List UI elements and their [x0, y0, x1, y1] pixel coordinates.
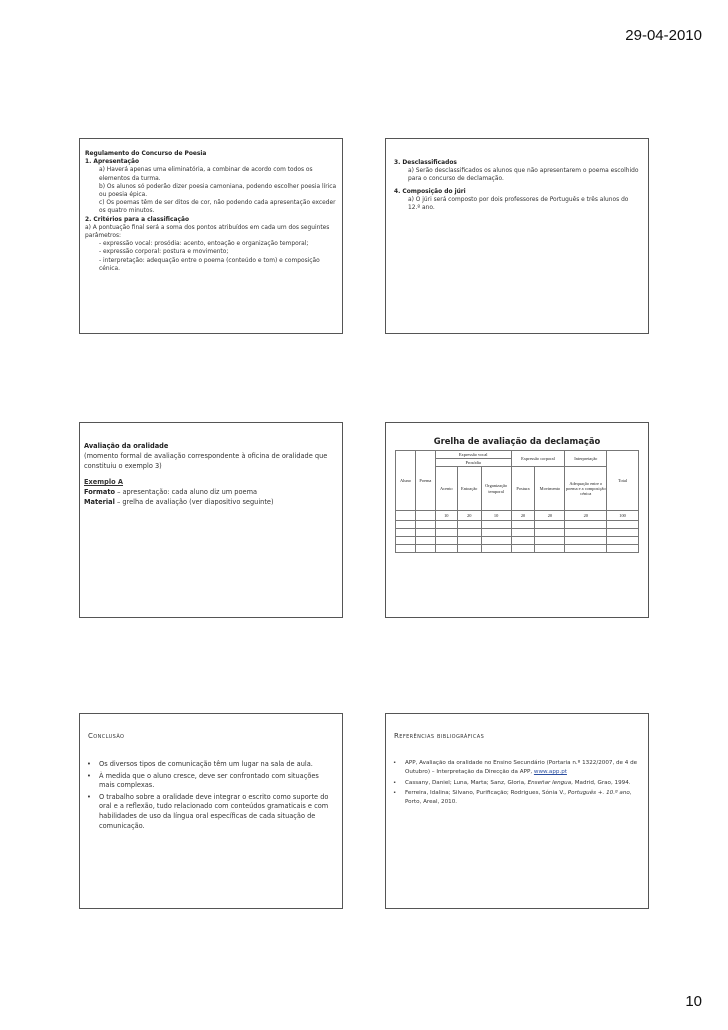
- points-cell: 10: [435, 511, 457, 521]
- formato-label: Formato: [84, 488, 116, 496]
- section-heading: 4. Composição do júri: [394, 188, 466, 195]
- col-organizacao: Organização temporal: [481, 467, 511, 511]
- reference-link[interactable]: www.app.pt: [533, 768, 567, 775]
- points-cell: 10: [481, 511, 511, 521]
- list-item: - interpretação: adequação entre o poema (conteúdo e tom) e composição cénica.: [99, 257, 320, 272]
- table-row: [396, 545, 639, 553]
- slide-title: Grelha de avaliação da declamação: [433, 436, 601, 446]
- slide-grelha: [385, 422, 649, 618]
- formato-text: – apresentação: cada aluno diz um poema: [115, 488, 258, 496]
- list-item: - expressão vocal: prosódia: acento, entoação e organização temporal;: [99, 241, 309, 248]
- slide-subtitle: (momento formal de avaliação correspondente à oficina de oralidade que constituiu o exemplo 3): [84, 452, 328, 470]
- group-expressao-corporal: Expressão corporal: [511, 451, 565, 467]
- slide-regulamento: [79, 138, 343, 334]
- list-item: a) O júri será composto por dois professores de Português e três alunos do 12.º ano.: [408, 196, 629, 212]
- slide-desclassificados: [385, 138, 649, 334]
- col-poema: Poema: [415, 451, 435, 511]
- section-heading: 3. Desclassificados: [394, 160, 457, 166]
- list-item: [392, 779, 640, 788]
- section-heading: 1. Apresentação: [85, 159, 140, 166]
- col-total: Total: [607, 451, 639, 511]
- list-item: c) Os poemas têm de ser ditos de cor, não podendo cada apresentação exceder os quatro minutos.: [99, 200, 336, 215]
- points-cell: 20: [535, 511, 565, 521]
- reference-text: , Madrid, Grao, 1994.: [571, 779, 631, 786]
- slide-title: Avaliação da oralidade: [84, 442, 169, 450]
- table-row: [396, 537, 639, 545]
- list-item: • À medida que o aluno cresce, deve ser confrontado com situações mais complexas.: [86, 772, 334, 791]
- example-heading: Exemplo A: [84, 478, 124, 486]
- section-heading: 2. Critérios para a classificação: [85, 216, 189, 223]
- list-item: [392, 789, 640, 807]
- slide-title: Referências bibliográficas: [394, 732, 485, 740]
- table-row: [396, 529, 639, 537]
- group-expressao-vocal: Expressão vocal: [435, 451, 511, 459]
- reference-text: Cassany, Daniel; Luna, Marta; Sanz, Gloria,: [405, 779, 528, 786]
- evaluation-grid: [395, 450, 639, 553]
- list-item: • Os diversos tipos de comunicação têm um lugar na sala de aula.: [86, 760, 334, 770]
- material-line: [84, 497, 337, 507]
- list-item: a) Haverá apenas uma eliminatória, a combinar de acordo com todos os elementos da turma.: [99, 167, 313, 182]
- col-acento: Acento: [435, 467, 457, 511]
- col-movimento: Movimento: [535, 467, 565, 511]
- bullet-list: [86, 760, 334, 833]
- formato-line: [84, 487, 337, 497]
- list-item: a) A pontuação final será a soma dos pontos atribuídos em cada um dos seguintes parâmetros:: [85, 224, 330, 240]
- col-postura: Postura: [511, 467, 535, 511]
- group-prosodia: Prosódia: [435, 459, 511, 467]
- reference-text: Ferreira, Idalina; Silvano, Purificação; Rodrigues, Sónia V.,: [405, 790, 568, 797]
- reference-text: , Porto, Areal, 2010.: [405, 790, 632, 806]
- reference-text: APP, Avaliação da oralidade no Ensino Secundário (Portaria n.º 1322/2007, de 4 de Outubro) – Interpretação da Direcção da APP,: [405, 760, 638, 775]
- material-label: Material: [84, 498, 115, 506]
- list-item: a) Serão desclassificados os alunos que não apresentarem o poema escolhido para o concurso de declamação.: [408, 168, 639, 183]
- reference-book-title: Português +. 10.º ano: [567, 790, 630, 797]
- list-item: [392, 759, 640, 777]
- group-interpretacao: Interpretação: [565, 451, 607, 467]
- col-aluno: Aluno: [396, 451, 416, 511]
- table-row: [396, 521, 639, 529]
- header-date: 29-04-2010: [625, 27, 702, 44]
- slide-referencias: [385, 713, 649, 909]
- slide-conclusao: [79, 713, 343, 909]
- points-cell: 100: [607, 511, 639, 521]
- slide-title: Regulamento do Concurso de Poesia: [85, 151, 207, 157]
- list-item: - expressão corporal: postura e movimento;: [99, 249, 229, 256]
- list-item: • O trabalho sobre a oralidade deve integrar o escrito como suporte do oral e a reflexão, tudo relacionado com conteúdos gramaticais e com habilidades de uso da língua oral específicas de cada situação de comunicação.: [86, 793, 334, 831]
- points-row: [396, 511, 639, 521]
- reference-book-title: Enseñar lengua: [527, 779, 572, 786]
- page-number: 10: [685, 993, 702, 1010]
- points-cell: 20: [511, 511, 535, 521]
- reference-list: [392, 759, 640, 809]
- material-text: – grelha de avaliação (ver diapositivo seguinte): [114, 498, 274, 506]
- col-entoacao: Entoação: [457, 467, 481, 511]
- slide-title: Conclusão: [88, 732, 125, 740]
- points-cell: 20: [457, 511, 481, 521]
- list-item: b) Os alunos só poderão dizer poesia camoniana, podendo escolher poesia lírica ou poesia épica.: [99, 183, 337, 199]
- points-cell: 20: [565, 511, 607, 521]
- col-adequacao: Adequação entre o poema e a composição cénica: [565, 467, 607, 511]
- slide-avaliacao-oralidade: [79, 422, 343, 618]
